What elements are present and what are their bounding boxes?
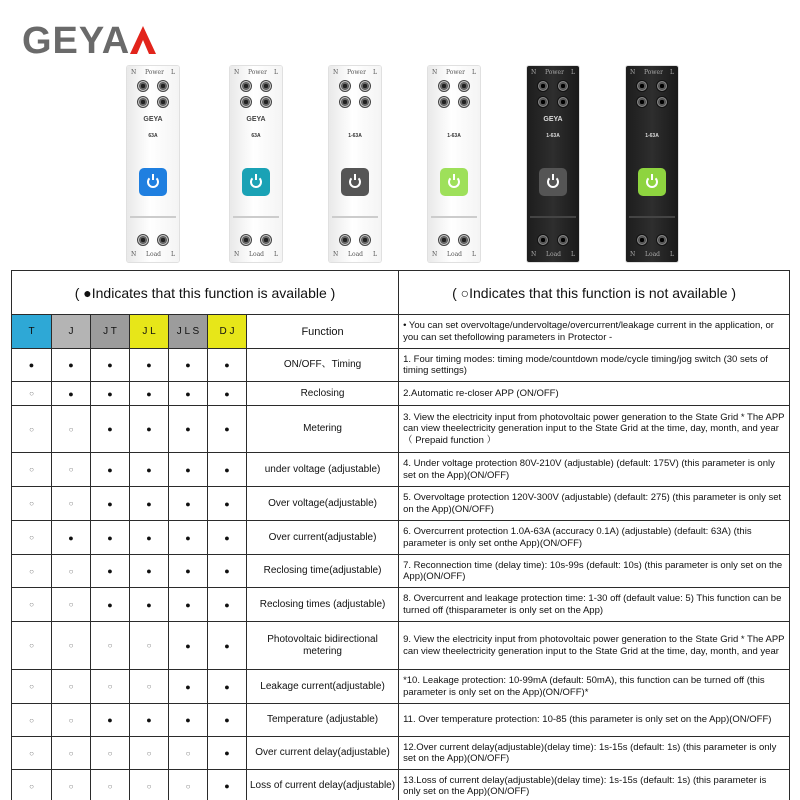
function-table-wrap bbox=[11, 270, 789, 800]
available-dot-icon: ● bbox=[169, 521, 208, 555]
terminal-label-power: Power bbox=[347, 69, 366, 76]
unavailable-circle-icon: ○ bbox=[52, 453, 91, 487]
table-row bbox=[12, 521, 790, 555]
table-row bbox=[12, 453, 790, 487]
unavailable-circle-icon: ○ bbox=[52, 670, 91, 704]
geya-logo bbox=[22, 20, 157, 60]
available-dot-icon: ● bbox=[208, 349, 247, 382]
available-dot-icon: ● bbox=[91, 588, 130, 622]
unavailable-circle-icon: ○ bbox=[12, 453, 52, 487]
unavailable-circle-icon: ○ bbox=[12, 382, 52, 406]
terminal-label-n: N bbox=[234, 69, 240, 76]
code-header-jls: J L S bbox=[169, 315, 208, 349]
available-dot-icon: ● bbox=[208, 670, 247, 704]
available-dot-icon: ● bbox=[169, 453, 208, 487]
unavailable-circle-icon: ○ bbox=[52, 737, 91, 770]
terminal-label-n: N bbox=[630, 69, 636, 76]
unavailable-circle-icon: ○ bbox=[52, 704, 91, 737]
available-dot-icon: ● bbox=[169, 555, 208, 588]
device-divider bbox=[332, 216, 378, 218]
screw-icon bbox=[157, 80, 169, 92]
function-column-header: Function bbox=[247, 315, 399, 349]
screw-icon bbox=[458, 96, 470, 108]
screw-icon bbox=[137, 96, 149, 108]
available-dot-icon: ● bbox=[208, 453, 247, 487]
function-name: Metering bbox=[247, 406, 399, 453]
power-button-icon bbox=[638, 168, 666, 196]
function-description: 7. Reconnection time (delay time): 10s-99s (default: 10s) (this parameter is only set on the App)(ON/OFF) bbox=[399, 555, 790, 588]
function-description: 2.Automatic re-closer APP (ON/OFF) bbox=[399, 382, 790, 406]
function-description: 9. View the electricity input from photovoltaic power generation to the State Grid * The APP can view theelectricity generation input to the State Grid at the time, day, month, and year bbox=[399, 622, 790, 670]
terminal-label-load: Load bbox=[645, 251, 661, 258]
terminal-label-load: Load bbox=[249, 251, 265, 258]
function-name: Leakage current(adjustable) bbox=[247, 670, 399, 704]
unavailable-circle-icon: ○ bbox=[12, 588, 52, 622]
screw-icon bbox=[458, 80, 470, 92]
function-description: 8. Overcurrent and leakage protection time: 1-30 off (default value: 5) This function can be turned off (thisparameter is only set on the App) bbox=[399, 588, 790, 622]
device-divider bbox=[431, 216, 477, 218]
available-dot-icon: ● bbox=[208, 770, 247, 800]
unavailable-circle-icon: ○ bbox=[12, 622, 52, 670]
terminal-label-n: N bbox=[234, 251, 240, 258]
function-description: 6. Overcurrent protection 1.0A-63A (accuracy 0.1A) (adjustable) (default: 63A) (this parameter is only set onthe App)(ON/OFF) bbox=[399, 521, 790, 555]
available-dot-icon: ● bbox=[169, 349, 208, 382]
screw-icon bbox=[339, 234, 351, 246]
terminal-label-l: L bbox=[373, 251, 377, 258]
unavailable-circle-icon: ○ bbox=[169, 770, 208, 800]
terminal-label-l: L bbox=[670, 69, 674, 76]
code-header-row bbox=[12, 315, 790, 349]
screw-icon bbox=[438, 96, 450, 108]
table-row bbox=[12, 349, 790, 382]
available-dot-icon: ● bbox=[52, 521, 91, 555]
device-rating: 1-63A bbox=[546, 133, 560, 139]
function-description: 4. Under voltage protection 80V-210V (adjustable) (default: 175V) (this parameter is only set on the App)(ON/OFF) bbox=[399, 453, 790, 487]
table-row bbox=[12, 670, 790, 704]
device-divider bbox=[130, 216, 176, 218]
function-description: 3. View the electricity input from photovoltaic power generation to the State Grid * The APP can view theelectricity generation input to the State Grid at the time, day, month, and year （ Prepaid function ） bbox=[399, 406, 790, 453]
legend-not-available: ( ○Indicates that this function is not available ) bbox=[399, 271, 790, 315]
available-dot-icon: ● bbox=[208, 521, 247, 555]
function-name: Reclosing bbox=[247, 382, 399, 406]
available-dot-icon: ● bbox=[169, 670, 208, 704]
code-header-jt: J T bbox=[91, 315, 130, 349]
terminal-label-n: N bbox=[131, 69, 137, 76]
screw-icon bbox=[260, 234, 272, 246]
unavailable-circle-icon: ○ bbox=[91, 622, 130, 670]
device-brand: GEYA bbox=[543, 116, 563, 123]
screw-icon bbox=[458, 234, 470, 246]
terminal-label-n: N bbox=[432, 69, 438, 76]
screw-icon bbox=[359, 80, 371, 92]
function-name: Reclosing time(adjustable) bbox=[247, 555, 399, 588]
device-photo-2 bbox=[230, 66, 282, 262]
available-dot-icon: ● bbox=[130, 521, 169, 555]
screw-icon bbox=[557, 234, 569, 246]
table-row bbox=[12, 382, 790, 406]
available-dot-icon: ● bbox=[91, 521, 130, 555]
available-dot-icon: ● bbox=[91, 704, 130, 737]
screw-icon bbox=[656, 80, 668, 92]
power-button-icon bbox=[341, 168, 369, 196]
table-row bbox=[12, 555, 790, 588]
terminal-label-l: L bbox=[571, 69, 575, 76]
code-header-t: T bbox=[12, 315, 52, 349]
unavailable-circle-icon: ○ bbox=[52, 622, 91, 670]
power-button-icon bbox=[139, 168, 167, 196]
available-dot-icon: ● bbox=[130, 555, 169, 588]
terminal-label-n: N bbox=[432, 251, 438, 258]
terminal-label-load: Load bbox=[146, 251, 162, 258]
screw-icon bbox=[557, 96, 569, 108]
terminal-label-power: Power bbox=[145, 69, 164, 76]
available-dot-icon: ● bbox=[130, 453, 169, 487]
screw-icon bbox=[137, 80, 149, 92]
screw-icon bbox=[339, 80, 351, 92]
available-dot-icon: ● bbox=[169, 622, 208, 670]
available-dot-icon: ● bbox=[52, 349, 91, 382]
screw-icon bbox=[438, 80, 450, 92]
power-button-icon bbox=[440, 168, 468, 196]
device-photo-3 bbox=[329, 66, 381, 262]
function-name: Temperature (adjustable) bbox=[247, 704, 399, 737]
screw-icon bbox=[656, 96, 668, 108]
screw-icon bbox=[157, 234, 169, 246]
available-dot-icon: ● bbox=[208, 704, 247, 737]
unavailable-circle-icon: ○ bbox=[52, 770, 91, 800]
device-divider bbox=[530, 216, 576, 218]
device-photo-4 bbox=[428, 66, 480, 262]
table-row bbox=[12, 406, 790, 453]
unavailable-circle-icon: ○ bbox=[52, 487, 91, 521]
unavailable-circle-icon: ○ bbox=[12, 770, 52, 800]
power-button-icon bbox=[242, 168, 270, 196]
screw-icon bbox=[636, 234, 648, 246]
terminal-label-power: Power bbox=[545, 69, 564, 76]
function-name: under voltage (adjustable) bbox=[247, 453, 399, 487]
screw-icon bbox=[537, 80, 549, 92]
logo-letters: GEYA bbox=[22, 20, 131, 60]
unavailable-circle-icon: ○ bbox=[12, 406, 52, 453]
logo-red-accent bbox=[130, 26, 156, 54]
terminal-label-l: L bbox=[274, 69, 278, 76]
function-name: Over voltage(adjustable) bbox=[247, 487, 399, 521]
unavailable-circle-icon: ○ bbox=[52, 555, 91, 588]
screw-icon bbox=[359, 96, 371, 108]
device-divider bbox=[629, 216, 675, 218]
unavailable-circle-icon: ○ bbox=[130, 670, 169, 704]
screw-icon bbox=[240, 234, 252, 246]
unavailable-circle-icon: ○ bbox=[12, 670, 52, 704]
available-dot-icon: ● bbox=[130, 406, 169, 453]
function-name: Over current(adjustable) bbox=[247, 521, 399, 555]
function-description: 12.Over current delay(adjustable)(delay time): 1s-15s (default: 1s) (this parameter is only set on the App)(ON/OFF) bbox=[399, 737, 790, 770]
function-name: ON/OFF、Timing bbox=[247, 349, 399, 382]
terminal-label-load: Load bbox=[447, 251, 463, 258]
terminal-label-l: L bbox=[171, 69, 175, 76]
device-divider bbox=[233, 216, 279, 218]
device-rating: 63A bbox=[148, 133, 158, 139]
code-header-j: J bbox=[52, 315, 91, 349]
device-photo-5 bbox=[527, 66, 579, 262]
terminal-label-n: N bbox=[630, 251, 636, 258]
function-table bbox=[11, 270, 790, 800]
unavailable-circle-icon: ○ bbox=[169, 737, 208, 770]
terminal-label-l: L bbox=[571, 251, 575, 258]
table-row bbox=[12, 622, 790, 670]
available-dot-icon: ● bbox=[169, 487, 208, 521]
table-row bbox=[12, 487, 790, 521]
terminal-label-l: L bbox=[670, 251, 674, 258]
terminal-label-l: L bbox=[171, 251, 175, 258]
available-dot-icon: ● bbox=[130, 588, 169, 622]
terminal-label-l: L bbox=[373, 69, 377, 76]
device-rating: 1-63A bbox=[645, 133, 659, 139]
terminal-label-power: Power bbox=[446, 69, 465, 76]
available-dot-icon: ● bbox=[169, 406, 208, 453]
screw-icon bbox=[260, 80, 272, 92]
screw-icon bbox=[240, 80, 252, 92]
legend-available: ( ●Indicates that this function is available ) bbox=[12, 271, 399, 315]
terminal-label-power: Power bbox=[248, 69, 267, 76]
terminal-label-power: Power bbox=[644, 69, 663, 76]
unavailable-circle-icon: ○ bbox=[12, 487, 52, 521]
terminal-label-l: L bbox=[472, 69, 476, 76]
available-dot-icon: ● bbox=[208, 622, 247, 670]
available-dot-icon: ● bbox=[208, 406, 247, 453]
screw-icon bbox=[537, 96, 549, 108]
table-row bbox=[12, 770, 790, 800]
available-dot-icon: ● bbox=[91, 382, 130, 406]
available-dot-icon: ● bbox=[169, 588, 208, 622]
unavailable-circle-icon: ○ bbox=[12, 521, 52, 555]
terminal-label-l: L bbox=[274, 251, 278, 258]
function-name: Over current delay(adjustable) bbox=[247, 737, 399, 770]
available-dot-icon: ● bbox=[208, 737, 247, 770]
device-photo-1 bbox=[127, 66, 179, 262]
available-dot-icon: ● bbox=[169, 704, 208, 737]
available-dot-icon: ● bbox=[52, 382, 91, 406]
geya-logo-mark bbox=[22, 20, 157, 60]
device-rating: 1-63A bbox=[447, 133, 461, 139]
available-dot-icon: ● bbox=[12, 349, 52, 382]
screw-icon bbox=[260, 96, 272, 108]
screw-icon bbox=[137, 234, 149, 246]
screw-icon bbox=[157, 96, 169, 108]
code-header-jl: J L bbox=[130, 315, 169, 349]
available-dot-icon: ● bbox=[130, 349, 169, 382]
code-header-dj: D J bbox=[208, 315, 247, 349]
legend-row bbox=[12, 271, 790, 315]
available-dot-icon: ● bbox=[208, 555, 247, 588]
terminal-label-n: N bbox=[333, 69, 339, 76]
table-row bbox=[12, 588, 790, 622]
function-description: *10. Leakage protection: 10-99mA (default: 50mA), this function can be turned off (this parameter is only set on the App)(ON/OFF)* bbox=[399, 670, 790, 704]
unavailable-circle-icon: ○ bbox=[130, 737, 169, 770]
available-dot-icon: ● bbox=[169, 382, 208, 406]
power-button-icon bbox=[539, 168, 567, 196]
function-description: 11. Over temperature protection: 10-85 (this parameter is only set on the App)(ON/OFF) bbox=[399, 704, 790, 737]
unavailable-circle-icon: ○ bbox=[12, 704, 52, 737]
screw-icon bbox=[636, 80, 648, 92]
screw-icon bbox=[636, 96, 648, 108]
unavailable-circle-icon: ○ bbox=[91, 737, 130, 770]
device-rating: 63A bbox=[251, 133, 261, 139]
terminal-label-load: Load bbox=[546, 251, 562, 258]
table-row bbox=[12, 737, 790, 770]
screw-icon bbox=[537, 234, 549, 246]
available-dot-icon: ● bbox=[91, 555, 130, 588]
function-name: Photovoltaic bidirectional metering bbox=[247, 622, 399, 670]
available-dot-icon: ● bbox=[91, 453, 130, 487]
unavailable-circle-icon: ○ bbox=[130, 622, 169, 670]
screw-icon bbox=[557, 80, 569, 92]
available-dot-icon: ● bbox=[91, 349, 130, 382]
function-name: Reclosing times (adjustable) bbox=[247, 588, 399, 622]
function-description: 5. Overvoltage protection 120V-300V (adjustable) (default: 275) (this parameter is only set on the App)(ON/OFF) bbox=[399, 487, 790, 521]
unavailable-circle-icon: ○ bbox=[12, 737, 52, 770]
available-dot-icon: ● bbox=[208, 487, 247, 521]
terminal-label-n: N bbox=[333, 251, 339, 258]
terminal-label-l: L bbox=[472, 251, 476, 258]
device-rating: 1-63A bbox=[348, 133, 362, 139]
function-description: 13.Loss of current delay(adjustable)(delay time): 1s-15s (default: 1s) (this parameter is only set on the App)(ON/OFF) bbox=[399, 770, 790, 800]
device-photo-6 bbox=[626, 66, 678, 262]
header-note: • You can set overvoltage/undervoltage/overcurrent/leakage current in the application, or you can set thefollowing parameters in Protector - bbox=[399, 315, 790, 349]
unavailable-circle-icon: ○ bbox=[52, 588, 91, 622]
device-brand: GEYA bbox=[143, 116, 163, 123]
available-dot-icon: ● bbox=[91, 406, 130, 453]
available-dot-icon: ● bbox=[130, 487, 169, 521]
screw-icon bbox=[656, 234, 668, 246]
terminal-label-n: N bbox=[131, 251, 137, 258]
device-brand: GEYA bbox=[246, 116, 266, 123]
screw-icon bbox=[359, 234, 371, 246]
unavailable-circle-icon: ○ bbox=[130, 770, 169, 800]
available-dot-icon: ● bbox=[208, 382, 247, 406]
screw-icon bbox=[240, 96, 252, 108]
unavailable-circle-icon: ○ bbox=[12, 555, 52, 588]
unavailable-circle-icon: ○ bbox=[91, 670, 130, 704]
unavailable-circle-icon: ○ bbox=[91, 770, 130, 800]
function-description: 1. Four timing modes: timing mode/countdown mode/cycle timing/jog switch (30 sets of timing settings) bbox=[399, 349, 790, 382]
available-dot-icon: ● bbox=[91, 487, 130, 521]
terminal-label-n: N bbox=[531, 251, 537, 258]
available-dot-icon: ● bbox=[208, 588, 247, 622]
unavailable-circle-icon: ○ bbox=[52, 406, 91, 453]
terminal-label-load: Load bbox=[348, 251, 364, 258]
available-dot-icon: ● bbox=[130, 704, 169, 737]
terminal-label-n: N bbox=[531, 69, 537, 76]
function-name: Loss of current delay(adjustable) bbox=[247, 770, 399, 800]
available-dot-icon: ● bbox=[130, 382, 169, 406]
screw-icon bbox=[339, 96, 351, 108]
table-row bbox=[12, 704, 790, 737]
screw-icon bbox=[438, 234, 450, 246]
